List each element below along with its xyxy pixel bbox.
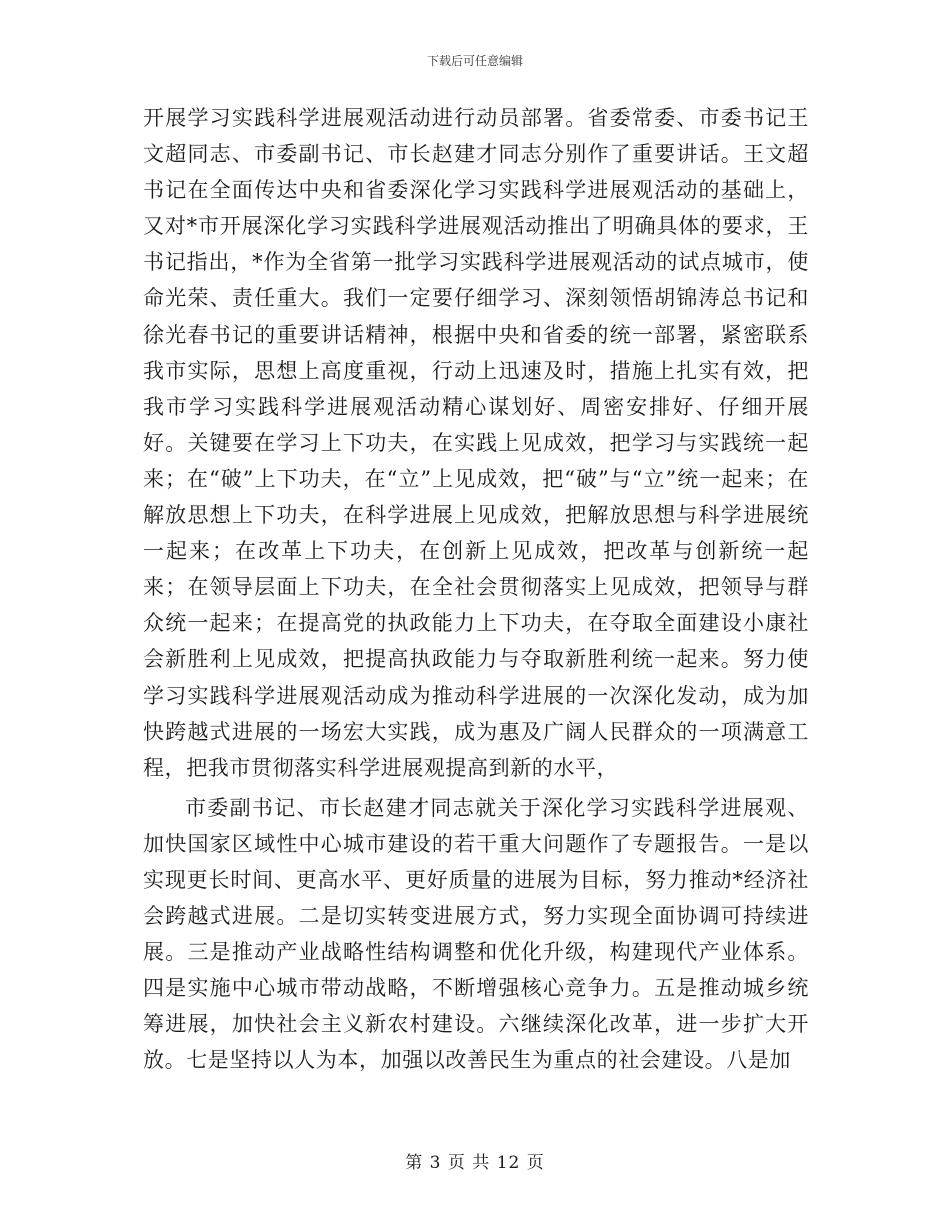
footer-total-pages: 12 (496, 1153, 521, 1173)
footer-prefix: 第 (405, 1153, 424, 1173)
footer-middle: 页 共 (447, 1153, 491, 1173)
paragraph-2: 市委副书记、市长赵建才同志就关于深化学习实践科学进展观、加快国家区域性中心城市建设的若干重大问题作了专题报告。一是以实现更长时间、更高水平、更好质量的进展为目标，努力推动*经济社会跨越式进展。二是切实转变进展方式，努力实现全面协调可持续进展。三是推动产业战略性结构调整和优化升级，构建现代产业体系。四是实施中心城市带动战略，不断增强核心竞争力。五是推动城乡统筹进展，加快社会主义新农村建设。六继续深化改革，进一步扩大开放。七是坚持以人为本，加强以改善民生为重点的社会建设。八是加 (143, 795, 809, 1073)
footer-current-page: 3 (429, 1153, 442, 1173)
page-footer (0, 1152, 950, 1174)
document-body (143, 100, 809, 1079)
footer-suffix: 页 (526, 1153, 545, 1173)
paragraph-1: 开展学习实践科学进展观活动进行动员部署。省委常委、市委书记王文超同志、市委副书记、市长赵建才同志分别作了重要讲话。王文超书记在全面传达中央和省委深化学习实践科学进展观活动的基础上，又对*市开展深化学习实践科学进展观活动推出了明确具体的要求，王书记指出，*作为全省第一批学习实践科学进展观活动的试点城市，使命光荣、责任重大。我们一定要仔细学习、深刻领悟胡锦涛总书记和徐光春书记的重要讲话精神，根据中央和省委的统一部署，紧密联系我市实际，思想上高度重视，行动上迅速及时，措施上扎实有效，把我市学习实践科学进展观活动精心谋划好、周密安排好、仔细开展好。关键要在学习上下功夫，在实践上见成效，把学习与实践统一起来；在“破”上下功夫，在“立”上见成效，把“破”与“立”统一起来；在解放思想上下功夫，在科学进展上见成效，把解放思想与科学进展统一起来；在改革上下功夫，在创新上见成效，把改革与创新统一起来；在领导层面上下功夫，在全社会贯彻落实上见成效，把领导与群众统一起来；在提高党的执政能力上下功夫，在夺取全面建设小康社会新胜利上见成效，把提高执政能力与夺取新胜利统一起来。努力使学习实践科学进展观活动成为推动科学进展的一次深化发动，成为加快跨越式进展的一场宏大实践，成为惠及广阔人民群众的一项满意工程，把我市贯彻落实科学进展观提高到新的水平， (143, 106, 809, 780)
page-header-note: 下载后可任意编辑 (426, 54, 523, 68)
